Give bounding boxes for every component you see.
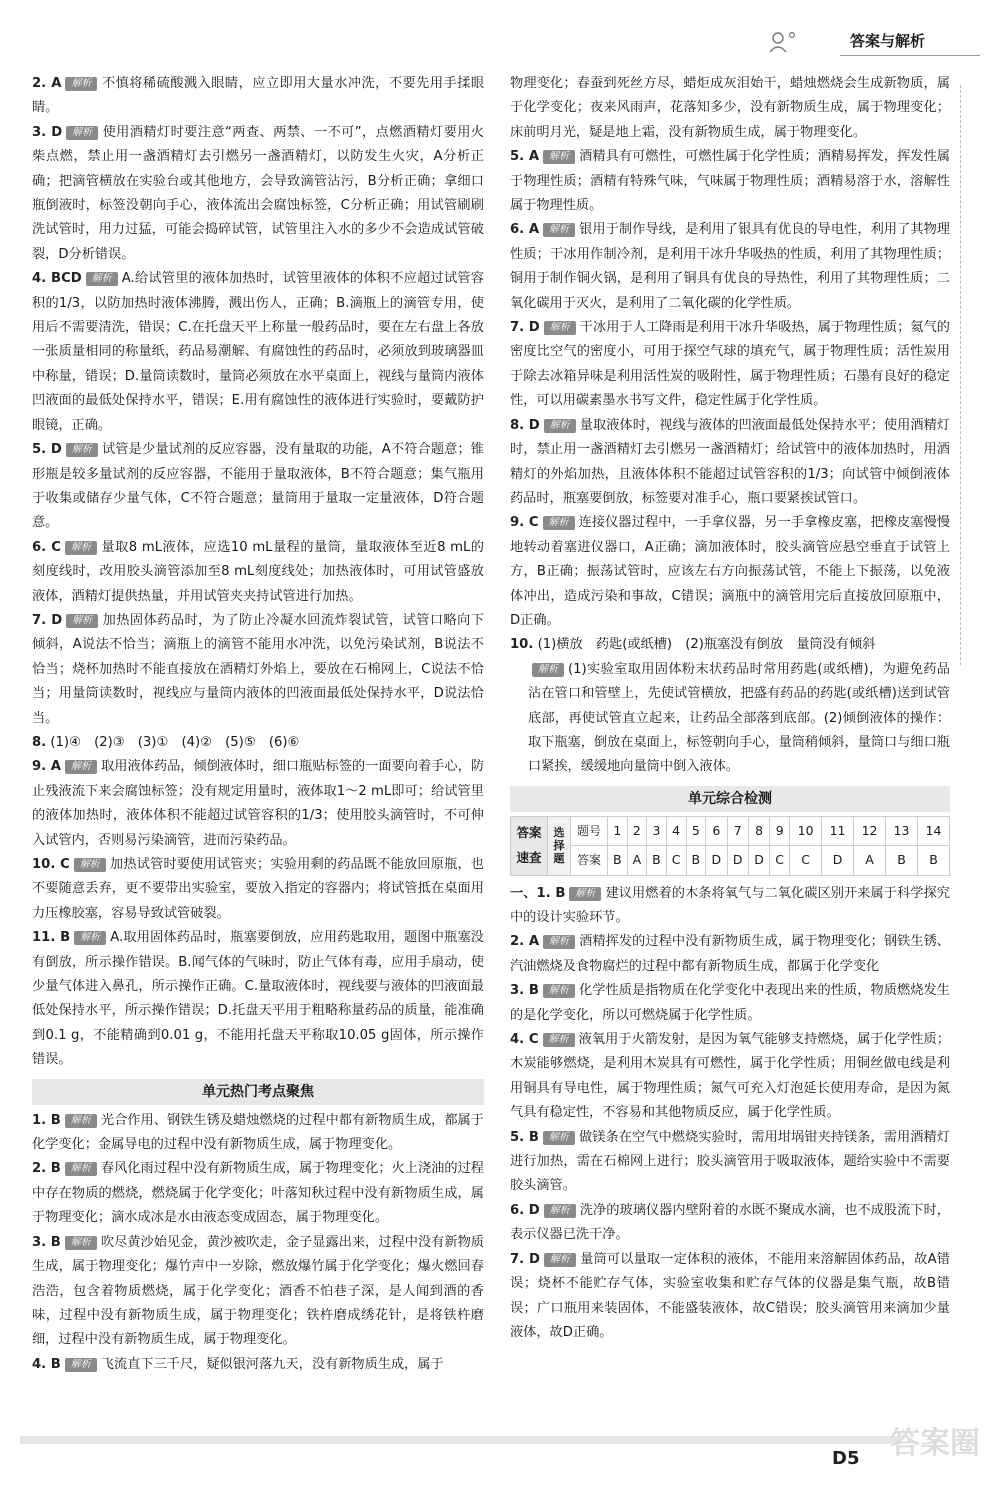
analysis-tag: 解析: [65, 1236, 97, 1250]
answer-item: [510, 145, 950, 218]
answer-text: 液氧用于火箭发射，是因为氧气能够支持燃烧，属于化学性质；木炭能够燃烧，是利用木炭具有可燃性，属于化学性质；用铜丝做电线是利用铜具有导电性，属于物理性质；氮气可充入灯泡延长使用寿命，是因为氮气具有稳定性，不容易和其他物质反应，属于化学性质。: [510, 1032, 950, 1121]
analysis-tag: 解析: [74, 931, 106, 945]
answer-item: [32, 267, 484, 438]
question-number: 5. B: [510, 1129, 539, 1145]
answer-item: [510, 72, 950, 145]
question-number: 8. D: [510, 417, 540, 433]
answer-item: [510, 1248, 950, 1346]
question-number: 6. C: [32, 539, 61, 555]
question-number: 7. D: [32, 612, 63, 628]
answer-item: [510, 930, 950, 979]
table-cell: 13: [886, 816, 918, 845]
answer-item: [32, 609, 484, 731]
answer-item: [510, 414, 950, 512]
answer-item: [510, 511, 950, 633]
table-label: 答案速查: [511, 816, 548, 875]
table-cell: A: [627, 846, 647, 875]
answer-item: [32, 1109, 484, 1158]
question-number: 2. B: [32, 1161, 61, 1177]
table-cell: B: [686, 846, 706, 875]
analysis-tag: 解析: [543, 1131, 575, 1145]
question-number: 9. A: [32, 759, 62, 775]
answer-text: 取用液体药品，倾倒液体时，细口瓶贴标签的一面要向着手心，防止残液流下来会腐蚀标签；没有规定用量时，液体取1～2 mL即可；给试管里的液体加热时，液体体积不能超过试管容积的1/3；使用胶头滴管时，不可伸入试管内，否则易污染滴管，进而污染药品。: [32, 759, 485, 848]
answer-text: 量筒可以量取一定体积的液体，不能用来溶解固体药品，故A错误；烧杯不能贮存气体，实验室收集和贮存气体的仪器是集气瓶，故B错误；广口瓶用来装固体，不能盛装液体，故C错误；胶头滴管用来滴加少量液体，故D正确。: [510, 1251, 950, 1340]
table-cell: D: [822, 846, 854, 875]
answer-item: [510, 218, 950, 316]
question-number: 5. D: [32, 442, 62, 458]
table-cell: D: [706, 846, 727, 875]
answer-item: [32, 121, 484, 267]
table-sublabel: 选择题: [548, 816, 571, 875]
question-number: 1. B: [32, 1112, 61, 1128]
page-number: D5: [832, 1448, 860, 1469]
answer-text: 使用酒精灯时要注意“两查、两禁、一不可”，点燃酒精灯要用火柴点燃，禁止用一盏酒精灯去引燃另一盏酒精灯，以防发生火灾，A分析正确；把滴管横放在实验台或其他地方，会导致滴管沾污，B分析正确；拿细口瓶倒液时，标签没朝向手心，液体流出会腐蚀标签，C分析正确；用试管刷刷洗试管时，用力过猛，可能会捣碎试管，试管里注入水的多少不会造成试管破裂，D分析错误。: [32, 124, 484, 262]
answer-text: 酒精具有可燃性，可燃性属于化学性质；酒精易挥发，挥发性属于物理性质；酒精有特殊气味，气味属于物理性质；酒精易溶于水，溶解性属于物理性质。: [510, 149, 950, 214]
answer-quick-table: [510, 816, 950, 876]
analysis-tag: 解析: [66, 443, 98, 457]
question-number: 10.: [510, 637, 534, 653]
answer-text: 物理变化；春蚕到死丝方尽，蜡炬成灰泪始干，蜡烛燃烧会生成新物质，属于化学变化；夜来风雨声，花落知多少，没有新物质生成，属于物理变化；床前明月光，疑是地上霜，没有新物质生成，属于物理变化。: [510, 76, 950, 140]
header-divider: [840, 55, 980, 56]
answer-item: [510, 1028, 950, 1126]
analysis-tag: 解析: [65, 760, 97, 774]
answer-item: [510, 1199, 950, 1248]
question-number: 9. C: [510, 515, 539, 531]
answer-item: [32, 731, 484, 755]
table-cell: D: [748, 846, 769, 875]
question-number: 4. B: [32, 1356, 61, 1372]
table-cell: 3: [647, 816, 667, 845]
answer-item: [510, 633, 950, 657]
analysis-tag: 解析: [543, 516, 575, 530]
answer-text: 连接仪器过程中，一手拿仪器，另一手拿橡皮塞，把橡皮塞慢慢地转动着塞进仪器口，A正确；滴加液体时，胶头滴管应悬空垂直于试管上方，B正确；振荡试管时，应该左右方向振荡试管，不能上下振荡，以免液体冲出，造成污染和事故，C错误；滴瓶中的滴管用完后直接放回原瓶中，D正确。: [510, 515, 950, 628]
left-column: [32, 72, 484, 1377]
answer-text: (1)实验室取用固体粉末状药品时常用药匙(或纸槽)，为避免药品沾在管口和管壁上，先使试管横放，把盛有药品的药匙(或纸槽)送到试管底部，再使试管直立起来，让药品全部落到底部。(2)倾倒液体的操作：取下瓶塞，倒放在桌面上，标签朝向手心，量筒稍倾斜，量筒口与细口瓶口紧挨，缓缓地向量筒中倒入液体。: [528, 661, 950, 775]
question-number: 3. B: [510, 983, 539, 999]
answer-item: [510, 316, 950, 414]
answer-text: 建议用燃着的木条将氧气与二氧化碳区别开来属于科学探究中的设计实验环节。: [510, 885, 950, 925]
table-cell: 4: [666, 816, 686, 845]
question-number: 4. BCD: [32, 271, 82, 287]
answer-text: 不慎将稀硫酸溅入眼睛，应立即用大量水冲洗，不要先用手揉眼睛。: [32, 76, 485, 116]
analysis-tag: 解析: [543, 223, 575, 237]
table-cell: 14: [917, 816, 949, 845]
answer-text: 试管是少量试剂的反应容器，没有量取的功能，A不符合题意；锥形瓶是较多量试剂的反应容器，不能用于量取液体，B不符合题意；集气瓶用于收集或储存少量气体，C不符合题意；量筒用于量取一定量液体，D符合题意。: [32, 442, 484, 531]
answer-text: 酒精挥发的过程中没有新物质生成，属于物理变化；钢铁生锈、汽油燃烧及食物腐烂的过程中都有新物质生成，都属于化学变化: [510, 934, 950, 974]
answer-text: 光合作用、钢铁生锈及蜡烛燃烧的过程中都有新物质生成，都属于化学变化；金属导电的过程中没有新物质生成，属于物理变化。: [32, 1112, 484, 1153]
watermark-text: 答案圈: [890, 1426, 980, 1461]
analysis-tag: 解析: [65, 77, 97, 91]
analysis-tag: 解析: [66, 614, 98, 628]
answer-text: 加热试管时要使用试管夹；实验用剩的药品既不能放回原瓶，也不要随意丢弃，更不要带出实验室，要放入指定的容器内；将试管抵在桌面用力压橡胶塞，容易导致试管破裂。: [32, 857, 484, 921]
question-number: 3. D: [32, 124, 63, 140]
table-cell: 5: [686, 816, 706, 845]
decorative-border: [950, 85, 961, 665]
analysis-tag: 解析: [544, 321, 576, 335]
table-cell: 8: [748, 816, 769, 845]
answer-item: [510, 658, 950, 780]
table-cell: C: [790, 846, 822, 875]
answer-item: [510, 882, 950, 931]
question-number: 8.: [32, 734, 47, 750]
answer-text: 加热固体药品时，为了防止冷凝水回流炸裂试管，试管口略向下倾斜，A说法不恰当；滴瓶上的滴管不能用水冲洗，以免污染试剂，B说法不恰当；烧杯加热时不能直接放在酒精灯外焰上，要放在石棉网上，C说法不恰当；用量筒读数时，视线应与量筒内液体的凹液面最低处保持水平，D说法恰当。: [32, 612, 485, 726]
analysis-tag: 解析: [543, 984, 575, 998]
right-column: [510, 72, 950, 1345]
question-number: 2. A: [32, 76, 62, 91]
question-number: 7. D: [510, 320, 540, 336]
answer-item: [32, 438, 484, 536]
question-number: 4. C: [510, 1032, 539, 1048]
answer-item: [32, 536, 484, 609]
answer-text: A.给试管里的液体加热时，试管里液体的体积不应超过试管容积的1/3，以防加热时液体沸腾，溅出伤人，正确；B.滴瓶上的滴管专用，使用后不需要清洗，错误；C.在托盘天平上称量一般药品时，要在左右盘上各放一张质量相同的称量纸，药品易潮解、有腐蚀性的药品时，必须放到玻璃器皿中称量，错误；D.量筒读数时，量筒必须放在水平桌面上，视线与量筒内液体凹液面的最低处保持水平，错误；E.用有腐蚀性的液体进行实验时，要戴防护眼镜，正确。: [32, 271, 484, 433]
answer-item: [32, 926, 484, 1072]
analysis-tag: 解析: [65, 1358, 97, 1372]
answer-text: 飞流直下三千尺，疑似银河落九天，没有新物质生成，属于: [100, 1356, 444, 1372]
table-cell: 7: [727, 816, 748, 845]
question-number: 一、1. B: [510, 885, 566, 901]
answer-item: [510, 1126, 950, 1199]
table-cell: 12: [854, 816, 886, 845]
question-number: 6. A: [510, 222, 540, 238]
answer-item: [32, 1157, 484, 1230]
analysis-tag: 解析: [544, 419, 576, 433]
answer-item: [32, 72, 484, 121]
question-number: 6. D: [510, 1202, 540, 1218]
table-cell: B: [647, 846, 667, 875]
answer-item: [32, 755, 484, 853]
analysis-tag: 解析: [65, 1114, 97, 1128]
table-cell: C: [666, 846, 686, 875]
row-header: 答案: [571, 846, 608, 875]
analysis-tag: 解析: [544, 1253, 576, 1267]
section-title: 单元热门考点聚焦: [32, 1079, 484, 1105]
answer-text: 干冰用于人工降雨是利用干冰升华吸热，属于物理性质；氦气的密度比空气的密度小，可用于探空气球的填充气，属于物理性质；活性炭用于除去冰箱异味是利用活性炭的吸附性，属于物理性质；石墨有良好的稳定性，可以用碳素墨水书写文件，稳定性属于化学性质。: [510, 320, 950, 409]
table-cell: B: [886, 846, 918, 875]
answer-item: [32, 853, 484, 926]
table-cell: B: [917, 846, 949, 875]
question-number: 2. A: [510, 934, 540, 950]
table-cell: 1: [608, 816, 628, 845]
answer-text: 银用于制作导线，是利用了银具有优良的导电性，利用了其物理性质；干冰用作制冷剂，是利用干冰升华吸热的性质，利用了其物理性质；铜用于制作铜火锅，是利用了铜具有优良的导热性，利用了其物理性质；二氧化碳用于灭火，是利用了二氧化碳的化学性质。: [510, 222, 950, 311]
answer-text: 做镁条在空气中燃烧实验时，需用坩埚钳夹持镁条，需用酒精灯进行加热，需在石棉网上进行；胶头滴管用于吸取液体，题给实验中不需要胶头滴管。: [510, 1129, 950, 1194]
answer-text: 春风化雨过程中没有新物质生成，属于物理变化；火上浇油的过程中存在物质的燃烧，燃烧属于化学变化；叶落知秋过程中没有新物质生成，属于物理变化；滴水成冰是水由液态变成固态，属于物理变化。: [32, 1161, 484, 1226]
answer-text: A.取用固体药品时，瓶塞要倒放，应用药匙取用，题图中瓶塞没有倒放，所示操作错误。B.闻气体的气味时，防止气体有毒，应用手扇动，使少量气体进入鼻孔，所示操作正确。C.量取液体时，视线要与液体的凹液面最低处保持水平，所示操作错误；D.托盘天平用于粗略称量药品的质量，能准确到0.1 g，不能精确到0.01 g，不能用托盘天平称取10.05 g固体，所示操作错误。: [32, 930, 484, 1068]
table-cell: 9: [770, 816, 790, 845]
analysis-tag: 解析: [543, 935, 575, 949]
answer-item: [32, 1353, 484, 1377]
footer-bar: [20, 1436, 900, 1444]
table-cell: 2: [627, 816, 647, 845]
answer-text: 量取液体时，视线与液体的凹液面最低处保持水平；使用酒精灯时，禁止用一盏酒精灯去引燃另一盏酒精灯；给试管中的液体加热时，用酒精灯的外焰加热，且液体体积不能超过试管容积的1/3；向试管中倾倒液体药品时，瓶塞要倒放，标签要对准手心，瓶口要紧挨试管口。: [510, 417, 950, 506]
analysis-tag: 解析: [543, 1033, 575, 1047]
analysis-tag: 解析: [65, 541, 97, 555]
answer-text: (1)④ (2)③ (3)① (4)② (5)⑤ (6)⑥: [50, 734, 300, 750]
analysis-tag: 解析: [74, 858, 106, 872]
section-title: 单元综合检测: [510, 786, 950, 812]
answer-text: 吹尽黄沙始见金，黄沙被吹走，金子显露出来，过程中没有新物质生成，属于物理变化；爆竹声中一岁除，燃放爆竹属于化学变化；爆火燃回春浩浩，包含着物质燃烧，属于化学变化；酒香不怕巷子深，是人闻到酒的香味，过程中没有新物质生成，属于物理变化；铁杵磨成绣花针，是将铁杵磨细，过程中没有新物质生成，属于物理变化。: [32, 1234, 484, 1348]
table-cell: D: [727, 846, 748, 875]
answer-item: [510, 979, 950, 1028]
answer-text: 化学性质是指物质在化学变化中表现出来的性质，物质燃烧发生的是化学变化，所以可燃烧属于化学性质。: [510, 983, 950, 1023]
table-cell: C: [770, 846, 790, 875]
person-icon: [768, 30, 808, 54]
question-number: 11. B: [32, 930, 71, 946]
analysis-tag: 解析: [569, 887, 601, 901]
answer-item: [32, 1231, 484, 1353]
answer-text: (1)横放 药匙(或纸槽) (2)瓶塞没有倒放 量筒没有倾斜: [537, 637, 876, 653]
analysis-tag: 解析: [86, 272, 118, 286]
table-cell: 10: [790, 816, 822, 845]
question-number: 7. D: [510, 1251, 540, 1267]
question-number: 5. A: [510, 149, 540, 165]
table-cell: B: [608, 846, 628, 875]
question-number: 10. C: [32, 857, 70, 872]
watermark-logo: [890, 1418, 980, 1462]
question-number: 3. B: [32, 1234, 61, 1250]
table-cell: A: [854, 846, 886, 875]
analysis-tag: 解析: [532, 663, 564, 677]
analysis-tag: 解析: [543, 150, 575, 164]
answer-text: 洗净的玻璃仪器内壁附着的水既不聚成水滴，也不成股流下时，表示仪器已洗干净。: [510, 1202, 950, 1243]
table-cell: 11: [822, 816, 854, 845]
answer-text: 量取8 mL液体，应选10 mL量程的量筒，量取液体至近8 mL的刻度线时，改用胶头滴管添加至8 mL刻度线处；加热液体时，可用试管盛放液体，酒精灯提供热量，并用试管夹夹持试管进行加热。: [32, 539, 484, 604]
analysis-tag: 解析: [65, 1162, 97, 1176]
page-header-title: 答案与解析: [849, 32, 925, 50]
analysis-tag: 解析: [544, 1204, 576, 1218]
table-cell: 6: [706, 816, 727, 845]
row-header: 题号: [571, 816, 608, 845]
analysis-tag: 解析: [66, 126, 98, 140]
